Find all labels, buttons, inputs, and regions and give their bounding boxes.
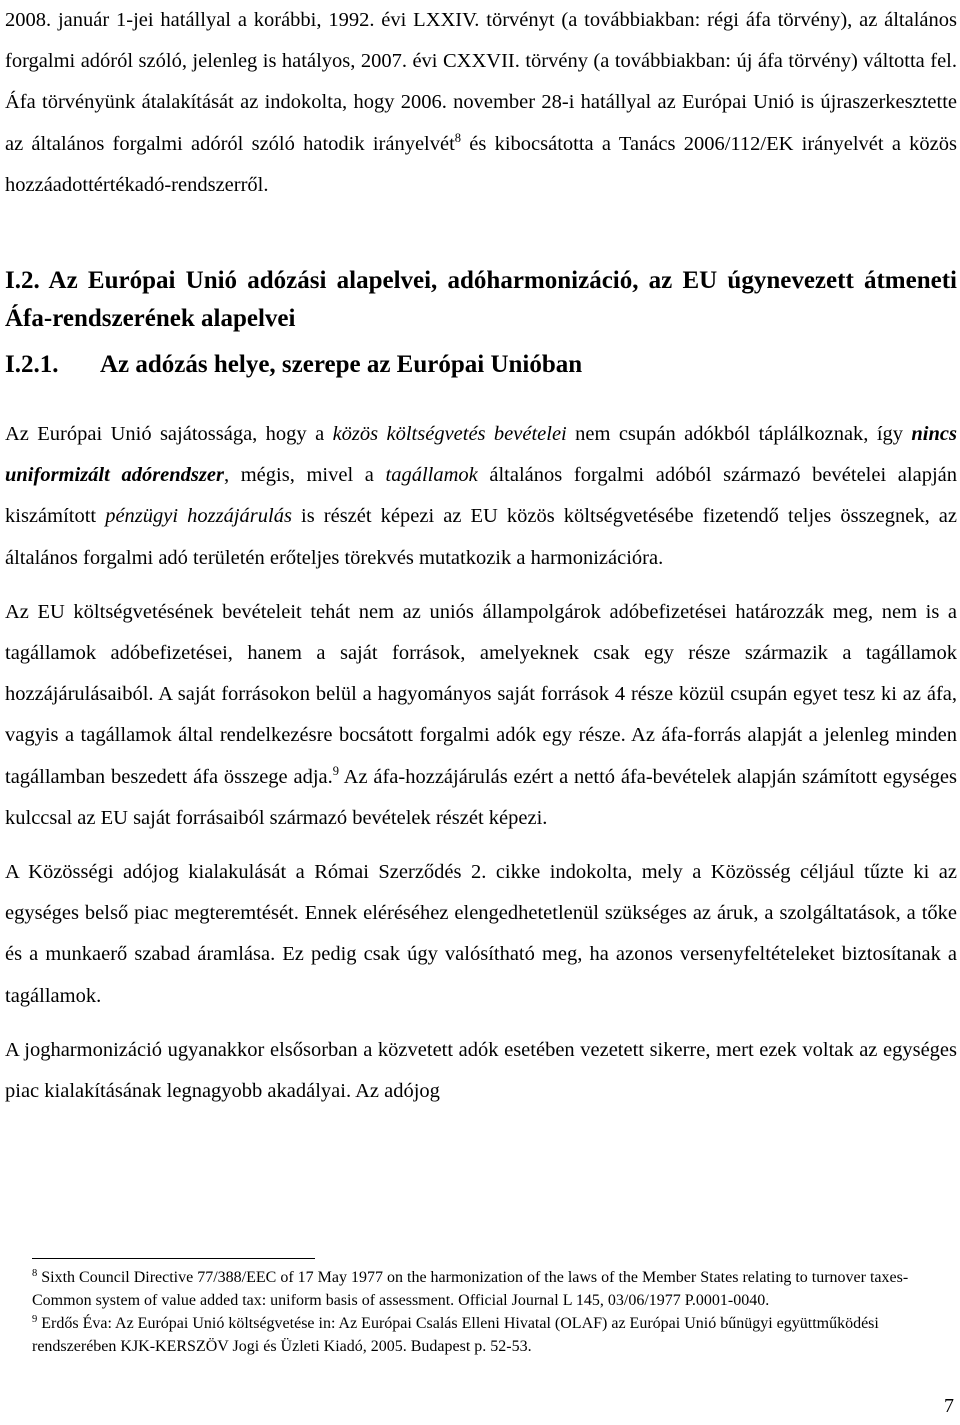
p2-text-part-b: Az áfa-hozzájárulás ezért a nettó áfa-bevételek alapján számított egységes kulccsal az EU saját forrásaiból származó bevételek részét képezi. bbox=[5, 765, 957, 829]
p1-text-1: Az Európai Unió sajátossága, hogy a bbox=[5, 423, 333, 446]
document-page bbox=[5, 0, 957, 1112]
footnote-ref-9[interactable]: 9 bbox=[332, 763, 339, 778]
p1-text-4: általános forgalmi adóból származó bevételei alapján kiszámított bbox=[5, 464, 957, 528]
p1-text-3: , mégis, mivel a bbox=[223, 464, 386, 487]
body-paragraph-2 bbox=[5, 592, 957, 839]
p1-text-5: is részét képezi az EU közös költségvetésébe fizetendő teljes összegnek, az általános forgalmi adó területén erőteljes törekvés mutatkozik a harmonizációra. bbox=[5, 505, 958, 569]
body-paragraph-4: A jogharmonizáció ugyanakkor elsősorban a közvetett adók esetében vezetett sikerre, mert ezek voltak az egységes piac kialakításának legnagyobb akadályai. Az adójog bbox=[5, 1038, 957, 1103]
footnote-separator bbox=[32, 1258, 315, 1259]
p1-italic-2: tagállamok bbox=[385, 464, 478, 487]
p1-bold-italic-1: nincs uniformizált adórendszer bbox=[5, 423, 957, 487]
p2-text-part-a: Az EU költségvetésének bevételeit tehát nem az uniós állampolgárok adóbefizetései határozzák meg, nem is a tagállamok adóbefizetései, hanem a saját források, amelyeknek csak egy része származik a tagállamok hozzájárulásaiból. A saját forrásokon belül a hagyományos saját források 4 része közül csupán egyet tesz ki az áfa, vagyis a tagállamok által rendelkezésre bocsátott forgalmi adók egy része. Az áfa-forrás alapját a jelenleg minden tagállamban beszedett áfa összege adja. bbox=[5, 600, 957, 788]
footnote-9 bbox=[32, 1312, 954, 1358]
footnote-8 bbox=[32, 1266, 954, 1312]
intro-text-part-b: és kibocsátotta a Tanács 2006/112/EK irányelvét a közös hozzáadottértékadó-rendszerről. bbox=[5, 132, 958, 196]
p1-text-2: nem csupán adókból táplálkoznak, így bbox=[566, 423, 912, 446]
subsection-number: I.2.1. bbox=[5, 351, 59, 379]
footnote-9-text: Erdős Éva: Az Európai Unió költségvetése in: Az Európai Csalás Elleni Hivatal (OLAF) az Európai Unió bűnügyi együttműködési rendszerében KJK-KERSZÖV Jogi és Üzleti Kiadó, 2005. Budapest p. 52-53. bbox=[32, 1315, 879, 1355]
footnotes bbox=[32, 1266, 954, 1358]
footnote-8-text: Sixth Council Directive 77/388/EEC of 17 May 1977 on the harmonization of the laws of the Member States relating to turnover taxes- Common system of value added tax: uniform basis of assessment. Official Journal L 145, 03/06/1977 P.0001-0040. bbox=[32, 1269, 909, 1309]
body-paragraph-3: A Közösségi adójog kialakulását a Római Szerződés 2. cikke indokolta, mely a Közösség céljául tűzte ki az egységes belső piac megteremtését. Ennek eléréséhez elengedhetetlenül szükséges az áruk, a szolgáltatások, a tőke és a munkaerő szabad áramlása. Ez pedig csak úgy valósítható meg, ha azonos versenyfeltételeket biztosítanak a tagállamok. bbox=[5, 861, 957, 1007]
intro-paragraph bbox=[5, 0, 957, 206]
footnote-9-number: 9 bbox=[32, 1314, 38, 1325]
page-number: 7 bbox=[944, 1395, 954, 1417]
footnote-8-number: 8 bbox=[32, 1268, 38, 1279]
footnote-ref-8[interactable]: 8 bbox=[454, 130, 462, 145]
p1-italic-3: pénzügyi hozzájárulás bbox=[105, 505, 292, 528]
subsection-heading bbox=[5, 346, 957, 384]
p1-italic-1: közös költségvetés bevételei bbox=[332, 423, 567, 446]
body-paragraph-1 bbox=[5, 414, 957, 579]
section-heading: I.2. Az Európai Unió adózási alapelvei, adóharmonizáció, az EU úgynevezett átmeneti Áfa-rendszerének alapelvei bbox=[5, 267, 957, 333]
subsection-title: Az adózás helye, szerepe az Európai Unióban bbox=[100, 351, 583, 379]
intro-text-part-a: 2008. január 1-jei hatállyal a korábbi, 1992. évi LXXIV. törvényt (a továbbiakban: régi áfa törvény), az általános forgalmi adóról szóló, jelenleg is hatályos, 2007. évi CXXVII. törvény (a továbbiakban: új áfa törvény) váltotta fel. Áfa törvényünk átalakítását az indokolta, hogy 2006. november 28-i hatállyal az Európai Unió is újraszerkesztette az általános forgalmi adóról szóló hatodik irányelvét bbox=[5, 9, 957, 155]
